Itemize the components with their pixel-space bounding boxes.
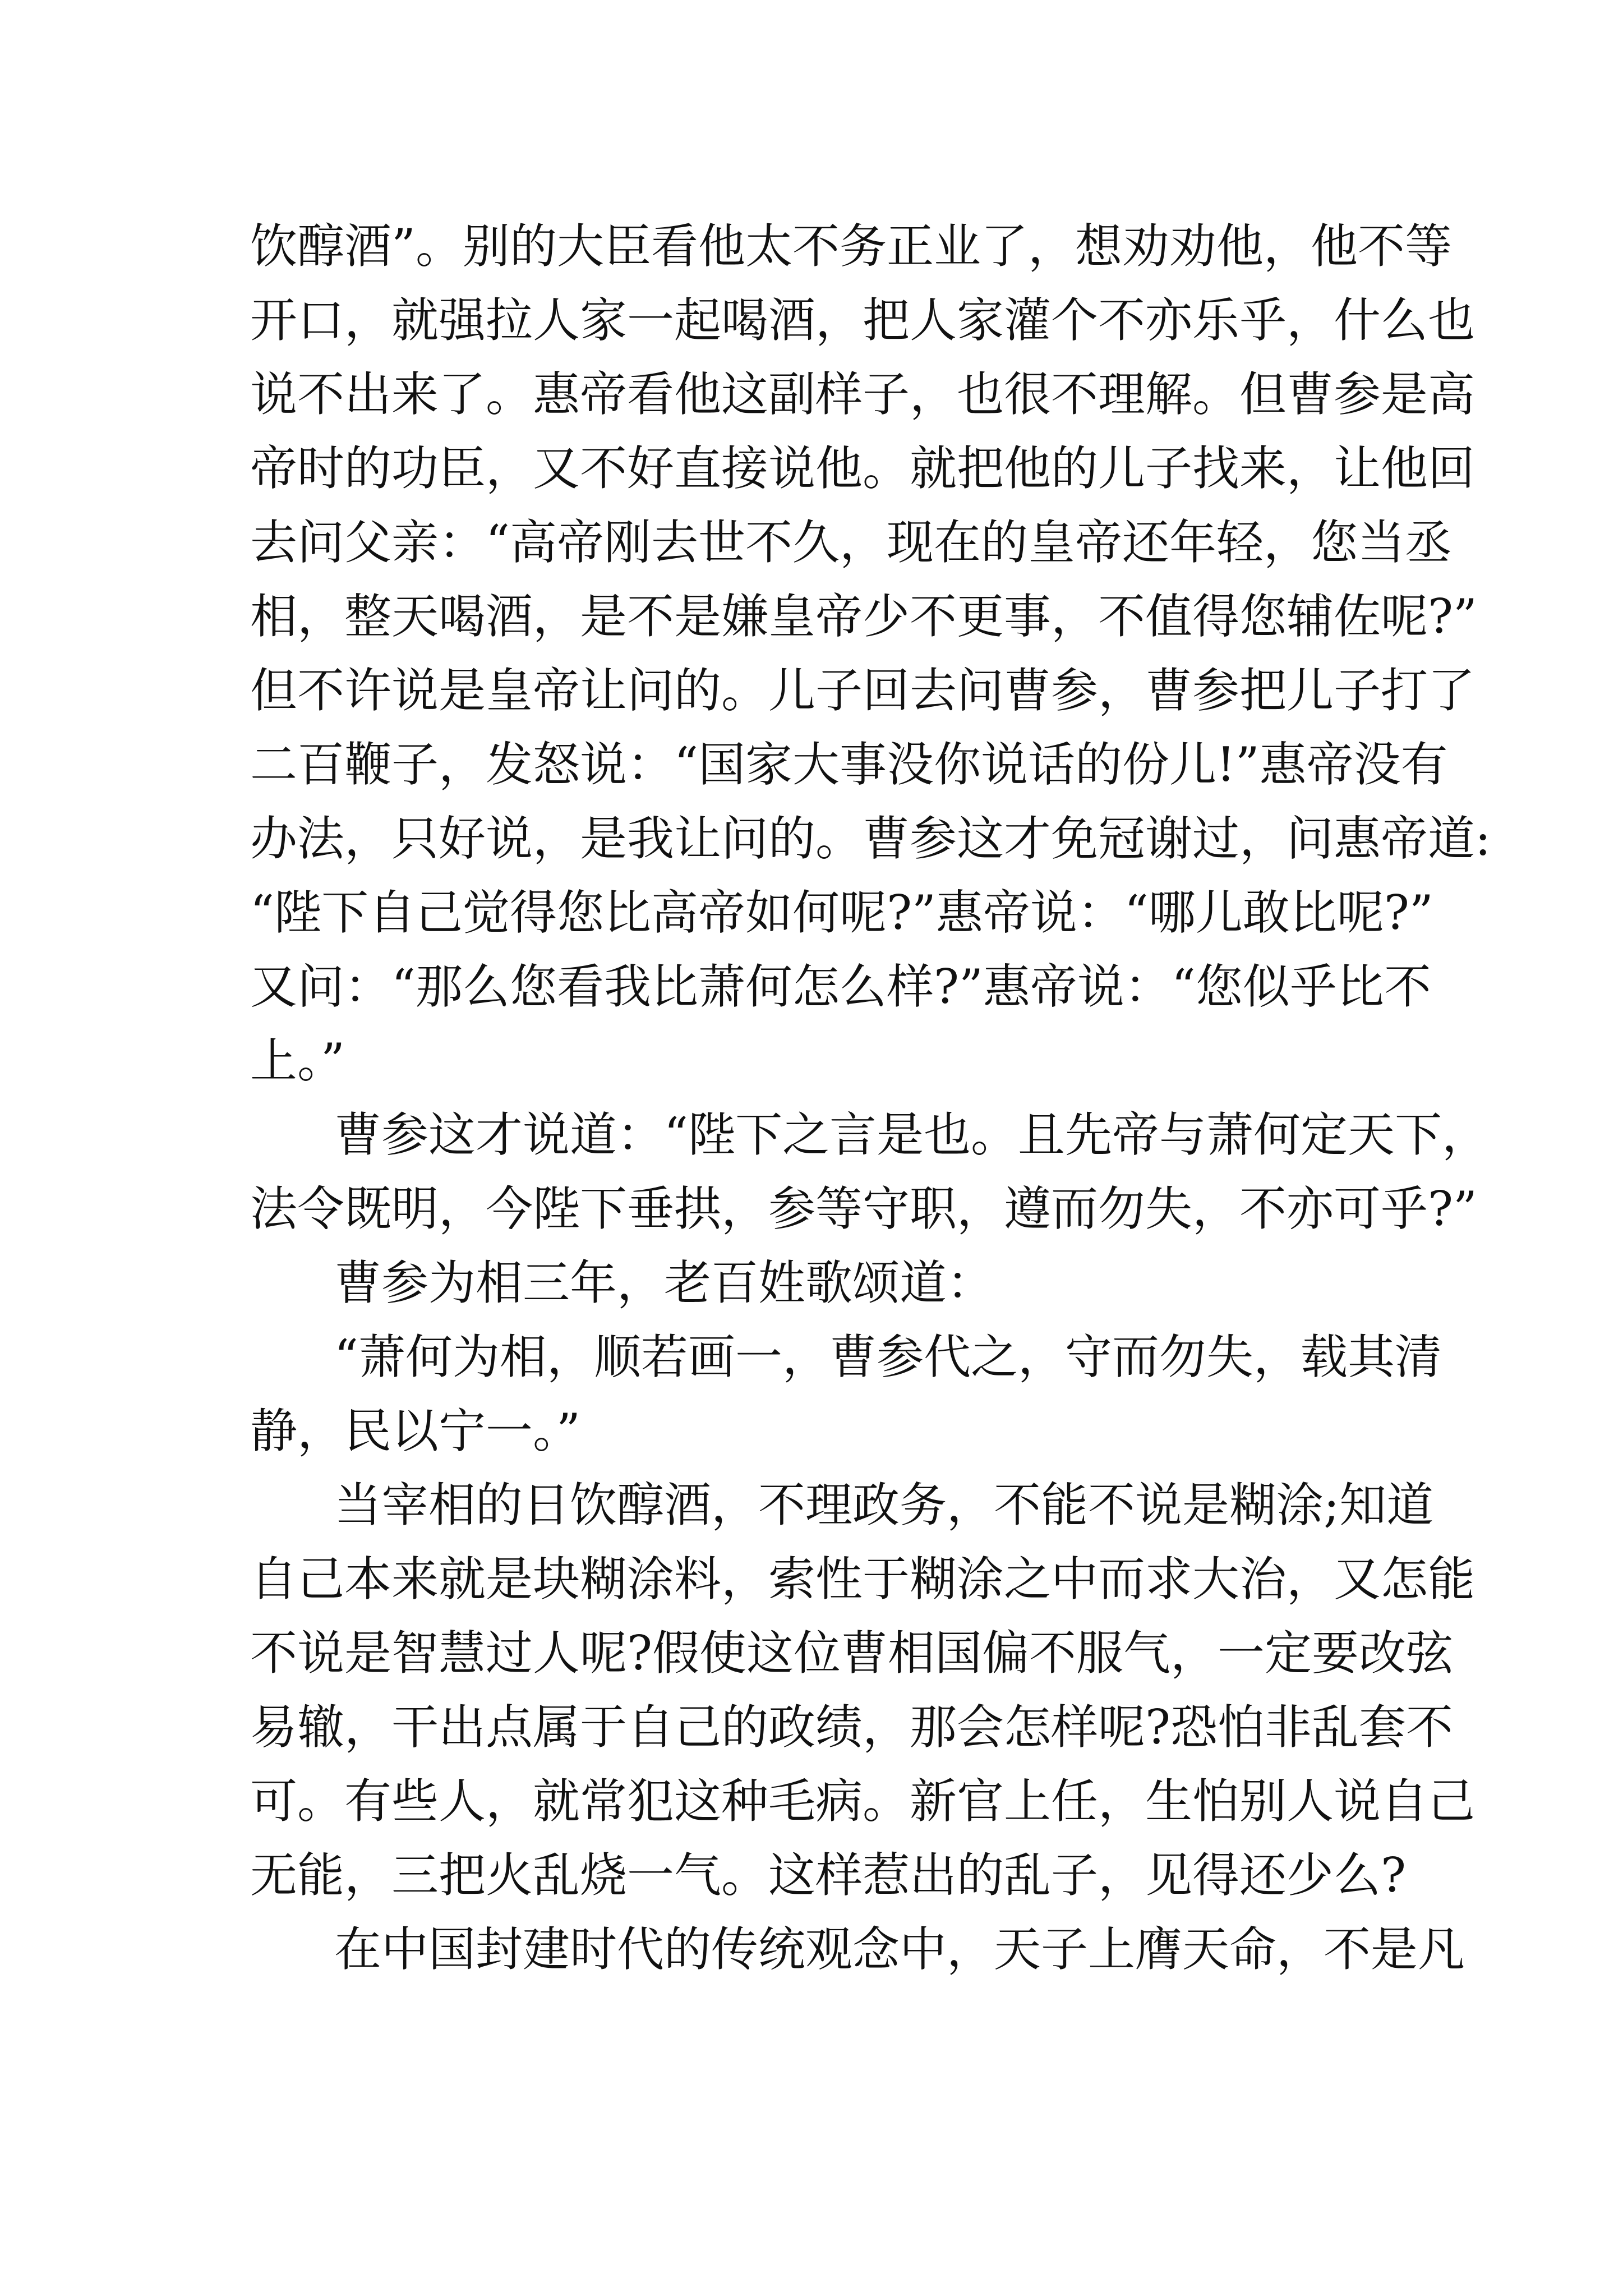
text-line: 二百鞭子，发怒说：“国家大事没你说话的份儿!”惠帝没有 [250,737,1448,792]
text-line: “陛下自己觉得您比高帝如何呢?”惠帝说：“哪儿敢比呢?” [250,885,1433,940]
text-line: 饮醇酒”。别的大臣看他太不务正业了，想劝劝他，他不等 [250,219,1452,274]
text-line: 不说是智慧过人呢?假使这位曹相国偏不服气，一定要改弦 [250,1626,1454,1681]
text-line: 静，民以宁一。” [250,1404,580,1458]
text-line: 曹参为相三年，老百姓歌颂道： [334,1255,994,1310]
text-line: 上。” [250,1033,345,1088]
text-line: 说不出来了。惠帝看他这副样子，也很不理解。但曹参是高 [250,367,1476,422]
text-line: 相，整天喝酒，是不是嫌皇帝少不更事，不值得您辅佐呢?” [250,589,1477,644]
text-line: 但不许说是皇帝让问的。儿子回去问曹参，曹参把儿子打了 [250,663,1476,718]
text-line: 当宰相的日饮醇酒，不理政务，不能不说是糊涂;知道 [334,1478,1434,1533]
text-line: 去问父亲：“高帝刚去世不久，现在的皇帝还年轻，您当丞 [250,515,1452,570]
text-line: 法令既明，今陛下垂拱，参等守职，遵而勿失，不亦可乎?” [250,1181,1477,1236]
text-line: 可。有些人，就常犯这种毛病。新官上任，生怕别人说自己 [250,1774,1476,1829]
text-line: 自己本来就是块糊涂料，索性于糊涂之中而求大治，又怎能 [250,1552,1476,1607]
text-line: 开口，就强拉人家一起喝酒，把人家灌个不亦乐乎，什么也 [250,293,1476,348]
text-line: 办法，只好说，是我让问的。曹参这才免冠谢过，问惠帝道: [250,811,1491,866]
document-body [250,209,1491,1986]
text-line: 无能，三把火乱烧一气。这样惹出的乱子，见得还少么? [250,1848,1407,1903]
text-line: 易辙，干出点属于自己的政绩，那会怎样呢?恐怕非乱套不 [250,1700,1454,1755]
text-line: 又问：“那么您看我比萧何怎么样?”惠帝说：“您似乎比不 [250,959,1431,1014]
text-line: 曹参这才说道：“陛下之言是也。且先帝与萧何定天下， [334,1107,1489,1162]
text-line: “萧何为相，顺若画一，曹参代之，守而勿失，载其清 [334,1329,1442,1384]
text-line: 在中国封建时代的传统观念中，天子上膺天命，不是凡 [334,1922,1465,1977]
text-line: 帝时的功臣，又不好直接说他。就把他的儿子找来，让他回 [250,441,1476,496]
